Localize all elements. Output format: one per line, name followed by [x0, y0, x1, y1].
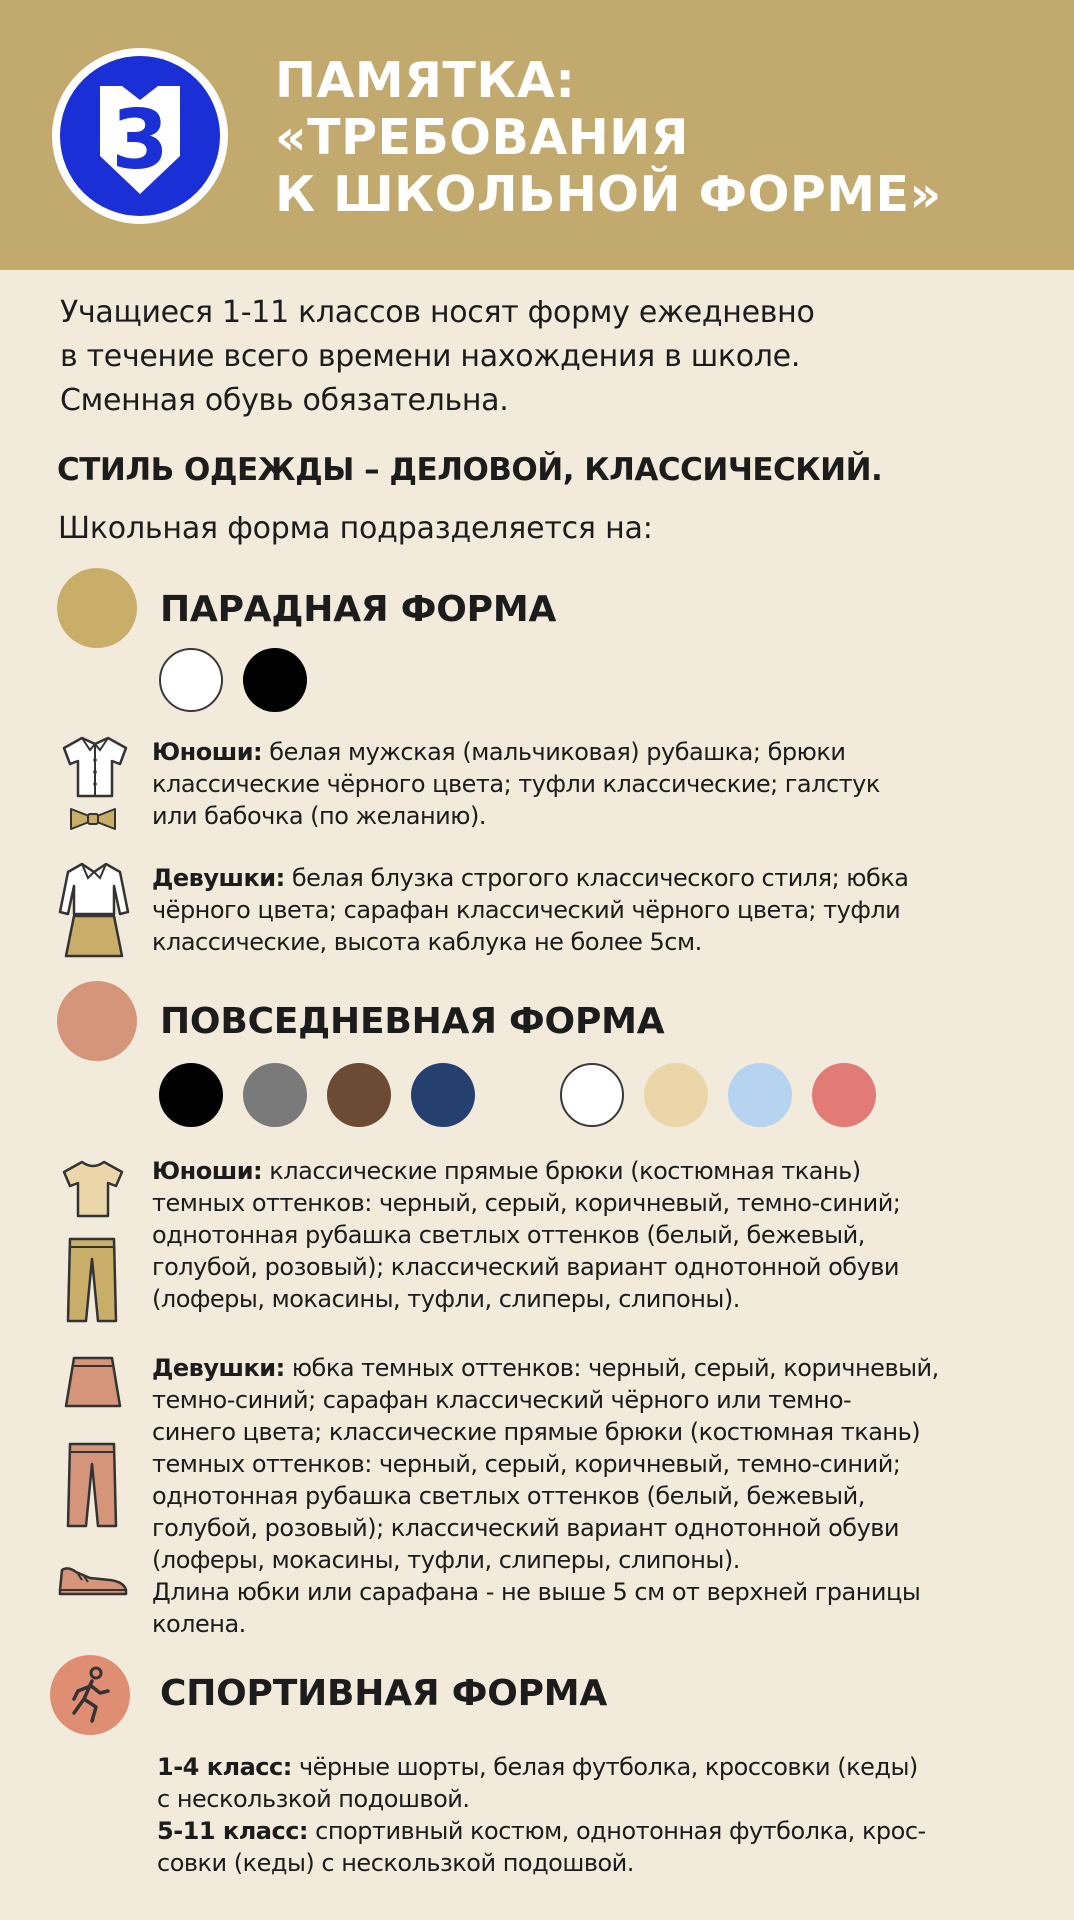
formal-girls-text: Девушки: белая блузка строгого классического стиля; юбка чёрного цвета; сарафан классический чёрного цвета; туфли классические, высота каблука не более 5см. [152, 864, 909, 956]
casual-boys-label: Юноши: [152, 1157, 263, 1185]
casual-swatch-black [159, 1063, 223, 1127]
intro-line: Сменная обувь обязательна. [60, 383, 509, 418]
casual-swatch-white [560, 1063, 624, 1127]
formal-boys-text: Юноши: белая мужская (мальчиковая) рубашка; брюки классические чёрного цвета; туфли классические; галстук или бабочка (по желанию). [152, 738, 880, 830]
casual-swatch-grey [243, 1063, 307, 1127]
casual-swatch-beige [644, 1063, 708, 1127]
header-title-line: «ТРЕБОВАНИЯ [275, 109, 689, 166]
header-title-line: ПАМЯТКА: [275, 52, 576, 109]
header-title-line: К ШКОЛЬНОЙ ФОРМЕ» [275, 166, 942, 223]
sport-section-title: СПОРТИВНАЯ ФОРМА [160, 1673, 608, 1714]
casual-girls-text: Девушки: юбка темных оттенков: черный, серый, коричневый, темно-синий; сарафан классический чёрного или темно- синего цвета; классические прямые брюки (костюмная ткань) темных оттенков: черный, серый, коричневый, темно-синий; однотонная рубашка светлых оттенков (белый, бежевый, голубой, розовый); классический вариант однотонной обуви (лоферы, мокасины, туфли, слиперы, слипоны). Длина юбки или сарафана - не выше 5 см от верхней границы колена. [152, 1354, 939, 1638]
blouse-skirt-icon [58, 860, 130, 960]
school-3-shield-logo-icon [50, 46, 230, 226]
casual-boys-text: Юноши: классические прямые брюки (костюмная ткань) темных оттенков: черный, серый, коричневый, темно-синий; однотонная рубашка светлых оттенков (белый, бежевый, голубой, розовый); классический вариант однотонной обуви (лоферы, мокасины, туфли, слиперы, слипоны). [152, 1157, 901, 1313]
header-banner [0, 0, 1074, 270]
casual-swatch-light-blue [728, 1063, 792, 1127]
formal-girls-label: Девушки: [152, 864, 285, 892]
intro-text [60, 291, 1060, 423]
casual-section-dot [57, 981, 137, 1061]
header-title [275, 52, 942, 223]
logo-digit: 3 [111, 93, 169, 188]
casual-swatch-pink [812, 1063, 876, 1127]
skirt-icon [62, 1354, 124, 1410]
casual-swatch-brown [327, 1063, 391, 1127]
formal-section-title: ПАРАДНАЯ ФОРМА [160, 589, 557, 630]
style-heading: СТИЛЬ ОДЕЖДЫ – ДЕЛОВОЙ, КЛАССИЧЕСКИЙ. [57, 452, 883, 488]
casual-swatch-navy [411, 1063, 475, 1127]
tshirt-icon [60, 1158, 126, 1218]
formal-section-dot [57, 568, 137, 648]
formal-swatch-black [243, 648, 307, 712]
formal-swatch-white [159, 648, 223, 712]
bow-tie-icon [68, 806, 118, 832]
sneaker-icon [56, 1560, 130, 1600]
casual-section-title: ПОВСЕДНЕВНАЯ ФОРМА [160, 1001, 665, 1042]
running-person-icon [50, 1655, 130, 1735]
casual-girls-label: Девушки: [152, 1354, 285, 1382]
trousers-icon [64, 1440, 120, 1530]
formal-boys-label: Юноши: [152, 738, 263, 766]
sport-text: 1-4 класс: чёрные шорты, белая футболка, кроссовки (кеды) с нескользкой подошвой. 5-11 класс: спортивный костюм, однотонная футболка, крос- совки (кеды) с нескользкой подошвой. [157, 1753, 926, 1877]
shirt-icon [60, 734, 130, 798]
subdivided-label: Школьная форма подразделяется на: [58, 511, 653, 546]
sport-grade-1-4-label: 1-4 класс: [157, 1753, 292, 1781]
intro-line: Учащиеся 1-11 классов носят форму ежедневно [60, 295, 815, 330]
intro-line: в течение всего времени нахождения в школе. [60, 339, 801, 374]
trousers-icon [64, 1235, 120, 1325]
sport-grade-5-11-label: 5-11 класс: [157, 1817, 309, 1845]
